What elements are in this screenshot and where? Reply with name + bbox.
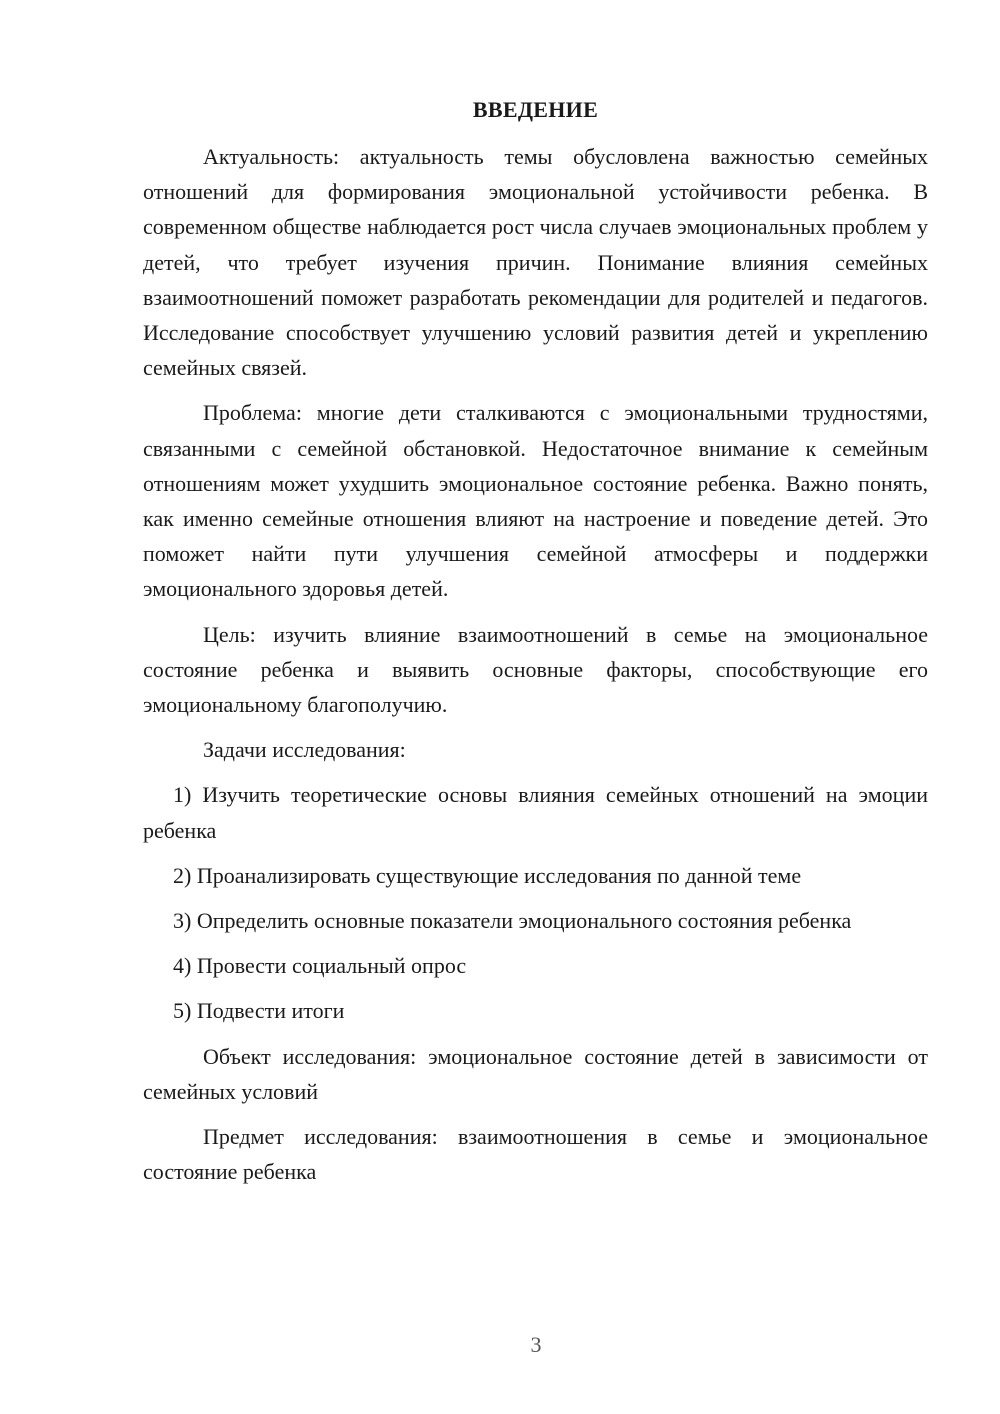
tasks-heading: Задачи исследования:: [203, 737, 406, 763]
page-content: [143, 92, 928, 1199]
task-item-1: 1) Изучить теоретические основы влияния семейных отношений на эмоции ребенка: [143, 782, 928, 843]
relevance-paragraph: Актуальность: актуальность темы обусловлена важностью семейных отношений для формирования эмоциональной устойчивости ребенка. В современном обществе наблюдается рост числа случаев эмоциональных проблем у детей, что требует изучения причин. Понимание влияния семейных взаимоотношений поможет разработать рекомендации для родителей и педагогов. Исследование способствует улучшению условий развития детей и укреплению семейных связей.: [143, 144, 928, 381]
problem-paragraph: Проблема: многие дети сталкиваются с эмоциональными трудностями, связанными с семейной обстановкой. Недостаточное внимание к семейным отношениям может ухудшить эмоциональное состояние ребенка. Важно понять, как именно семейные отношения влияют на настроение и поведение детей. Это поможет найти пути улучшения семейной атмосферы и поддержки эмоционального здоровья детей.: [143, 400, 928, 602]
subject-paragraph: Предмет исследования: взаимоотношения в семье и эмоциональное состояние ребенка: [143, 1124, 928, 1185]
goal-paragraph: Цель: изучить влияние взаимоотношений в семье на эмоциональное состояние ребенка и выявить основные факторы, способствующие его эмоциональному благополучию.: [143, 621, 928, 718]
task-item-5: 5) Подвести итоги: [173, 998, 345, 1024]
task-item-4: 4) Провести социальный опрос: [173, 953, 467, 979]
object-paragraph: Объект исследования: эмоциональное состояние детей в зависимости от семейных условий: [143, 1043, 928, 1104]
task-item-3: 3) Определить основные показатели эмоционального состояния ребенка: [173, 908, 852, 934]
page-number: 3: [530, 1332, 542, 1357]
section-title: ВВЕДЕНИЕ: [472, 97, 599, 122]
task-item-2: 2) Проанализировать существующие исследования по данной теме: [173, 862, 802, 888]
